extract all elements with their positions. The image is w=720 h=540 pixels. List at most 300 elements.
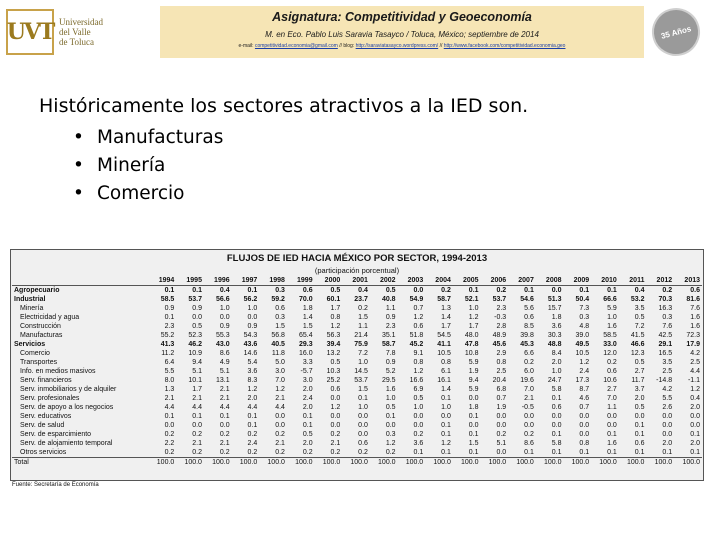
table-cell: 100.0 (176, 458, 204, 468)
table-cell: 1.6 (385, 386, 396, 393)
table-cell: 0.1 (468, 431, 479, 438)
year-header: 2013 (674, 276, 702, 286)
table-row (12, 358, 702, 367)
table-cell: 1.6 (690, 323, 700, 330)
slide-heading: Históricamente los sectores atractivos a la IED son. (39, 95, 529, 117)
row-label: Serv. financieros (20, 377, 72, 384)
table-cell: 2.0 (302, 404, 313, 411)
year-header: 1994 (149, 276, 177, 286)
table-cell: 5.1 (496, 440, 507, 447)
table-cell: 0.1 (607, 449, 617, 456)
table-row (12, 448, 702, 458)
table-cell: 0.2 (275, 449, 285, 456)
table-cell: 0.0 (579, 413, 590, 420)
table-cell: 81.6 (686, 296, 700, 303)
table-cell: 0.4 (358, 287, 368, 294)
table-cell: 0.1 (634, 431, 645, 438)
table-cell: 100.0 (370, 458, 398, 468)
table-cell: 0.3 (662, 314, 673, 321)
table-cell: 0.1 (468, 449, 479, 456)
table-cell: 0.0 (690, 413, 700, 420)
table-cell: 100.0 (259, 458, 287, 468)
table-cell: 0.9 (219, 323, 230, 330)
table-cell: 6.8 (496, 386, 507, 393)
table-cell: 0.4 (219, 287, 230, 294)
table-cell: 1.2 (579, 359, 590, 366)
table-cell: 1.1 (358, 323, 368, 330)
table-cell: 0.2 (496, 287, 507, 294)
year-header: 2002 (370, 276, 398, 286)
table-cell: 0.1 (468, 287, 479, 294)
table-cell: 1.1 (607, 404, 617, 411)
table-cell: 41.5 (630, 332, 645, 339)
table-cell: 4.8 (579, 323, 590, 330)
table-cell: 40.5 (271, 341, 285, 348)
table-cell: 0.0 (413, 413, 424, 420)
table-cell: 0.7 (496, 395, 507, 402)
table-cell: 0.1 (302, 422, 313, 429)
table-cell: 5.5 (662, 395, 673, 402)
table-cell: 0.0 (219, 422, 230, 429)
row-label: Info. en medios masivos (20, 368, 96, 375)
table-cell: 5.0 (275, 359, 285, 366)
table-cell: 17.9 (686, 341, 700, 348)
table-cell: 0.1 (690, 449, 700, 456)
table-cell: 53.2 (630, 296, 645, 303)
table-cell: 100.0 (398, 458, 426, 468)
table-cell: 21.4 (354, 332, 368, 339)
year-header: 1996 (204, 276, 232, 286)
table-cell: 0.5 (385, 287, 396, 294)
table-cell: 54.6 (520, 296, 534, 303)
table-cell: 9.4 (468, 377, 479, 384)
table-cell: 10.6 (603, 377, 617, 384)
table-cell: 43.6 (243, 341, 258, 348)
table-cell: 0.6 (330, 386, 341, 393)
row-label: Serv. de esparcimiento (20, 431, 92, 438)
table-cell: 1.0 (441, 404, 451, 411)
table-cell: 1.0 (468, 305, 479, 312)
year-header: 2001 (342, 276, 370, 286)
table-cell: 0.0 (192, 314, 202, 321)
table-cell: 0.5 (192, 323, 202, 330)
table-cell: 1.3 (164, 386, 175, 393)
table-cell: 100.0 (425, 458, 453, 468)
row-label: Construcción (20, 323, 61, 330)
table-cell: 0.1 (551, 395, 562, 402)
table-cell: 0.2 (358, 305, 368, 312)
table-cell: 29.3 (298, 341, 313, 348)
table-cell: 0.1 (164, 287, 175, 294)
table-cell: 43.0 (216, 341, 230, 348)
table-cell: 51.8 (409, 332, 424, 339)
table-cell: 3.7 (634, 386, 645, 393)
table-cell: 10.8 (464, 350, 479, 357)
table-cell: 17.3 (575, 377, 590, 384)
fdi-sector-table (12, 276, 702, 467)
table-cell: 0.1 (247, 413, 258, 420)
table-cell: 29.1 (658, 341, 673, 348)
course-title: Asignatura: Competitividad y Geoeconomía (272, 10, 532, 24)
table-cell: 1.0 (413, 404, 424, 411)
table-cell: 0.1 (247, 287, 258, 294)
table-cell: 49.5 (575, 341, 590, 348)
table-cell: 2.0 (247, 395, 258, 402)
table-cell: 10.9 (188, 350, 202, 357)
table-cell: 0.0 (662, 431, 673, 438)
table-cell: 39.8 (520, 332, 534, 339)
table-cell: 0.0 (634, 413, 645, 420)
table-cell: 39.4 (326, 341, 341, 348)
table-cell: 100.0 (619, 458, 647, 468)
table-cell: 11.2 (161, 350, 175, 357)
table-cell: 0.1 (551, 431, 562, 438)
anniversary-seal: 35 Años (647, 3, 706, 62)
table-cell: 0.6 (358, 440, 368, 447)
table-cell: 3.0 (302, 377, 313, 384)
table-cell: 4.2 (662, 386, 673, 393)
table-cell: 58.7 (437, 296, 451, 303)
table-cell: 0.0 (358, 422, 368, 429)
blog-link[interactable]: http://saraviatasayco.wordpress.com/ (355, 43, 439, 49)
table-row (12, 304, 702, 313)
year-header: 1995 (176, 276, 204, 286)
table-cell: 1.7 (441, 323, 451, 330)
table-cell: 1.2 (413, 368, 424, 375)
table-cell: 0.9 (247, 323, 258, 330)
table-cell: 56.6 (216, 296, 230, 303)
table-row (12, 349, 702, 358)
table-cell: 60.1 (326, 296, 341, 303)
table-cell: 4.9 (219, 359, 230, 366)
table-cell: 1.2 (468, 314, 479, 321)
table-cell: 100.0 (674, 458, 702, 468)
table-row (12, 331, 702, 340)
table-cell: 5.8 (551, 440, 562, 447)
table-cell: 42.5 (658, 332, 673, 339)
table-cell: 100.0 (232, 458, 260, 468)
table-cell: 0.1 (413, 449, 424, 456)
table-cell: 4.4 (164, 404, 175, 411)
year-header: 2009 (564, 276, 592, 286)
table-cell: 1.1 (385, 305, 396, 312)
table-cell: 100.0 (342, 458, 370, 468)
table-cell: 6.4 (164, 359, 175, 366)
table-row (12, 295, 702, 304)
table-cell: 10.5 (437, 350, 451, 357)
uvt-logo-mark: UVT (6, 9, 54, 55)
table-cell: 0.1 (164, 314, 175, 321)
bullet-item: • Comercio (73, 180, 223, 208)
table-cell: 0.5 (634, 359, 645, 366)
table-cell: 75.9 (354, 341, 368, 348)
table-cell: 29.5 (381, 377, 396, 384)
table-cell: 4.6 (579, 395, 590, 402)
facebook-link[interactable]: http://www.facebook.com/competitividad.economia.geo (443, 43, 566, 49)
table-cell: 8.6 (219, 350, 230, 357)
table-cell: 0.3 (385, 431, 396, 438)
table-cell: 2.0 (690, 440, 700, 447)
table-cell: 8.4 (551, 350, 562, 357)
year-header: 1998 (259, 276, 287, 286)
bullet-icon: • (73, 183, 84, 204)
table-cell: 2.8 (496, 323, 507, 330)
table-cell: 0.0 (275, 413, 285, 420)
email-link[interactable]: competitividad.economia@gmail.com (254, 43, 338, 49)
table-cell: 12.0 (603, 350, 617, 357)
table-cell: 56.2 (243, 296, 258, 303)
table-cell: 5.9 (607, 305, 617, 312)
table-cell: 0.6 (302, 287, 313, 294)
row-label: Serv. inmobiliarios y de alquiler (20, 386, 117, 393)
table-cell: 1.9 (468, 368, 479, 375)
row-label: Agropecuario (14, 287, 60, 294)
table-cell: 2.1 (219, 440, 230, 447)
table-cell: 0.5 (413, 395, 424, 402)
table-row (12, 403, 702, 412)
table-cell: 4.4 (219, 404, 230, 411)
table-cell: 70.0 (298, 296, 313, 303)
table-cell: 1.5 (275, 323, 285, 330)
table-cell: 0.0 (330, 395, 341, 402)
table-cell: 0.0 (247, 314, 258, 321)
year-header: 1999 (287, 276, 315, 286)
bullet-item: • Manufacturas (73, 124, 223, 152)
table-cell: 0.0 (524, 413, 534, 420)
table-cell: 58.7 (381, 341, 396, 348)
table-cell: 0.1 (607, 431, 617, 438)
table-cell: 45.3 (520, 341, 534, 348)
table-cell: 0.1 (219, 413, 230, 420)
table-cell: 0.2 (275, 431, 285, 438)
table-cell: 0.0 (496, 422, 507, 429)
table-cell: 2.1 (164, 395, 175, 402)
table-cell: 9.4 (192, 359, 202, 366)
table-cell: 53.7 (188, 296, 202, 303)
table-cell: 65.4 (298, 332, 313, 339)
table-cell: -0.5 (521, 404, 534, 411)
table-cell: 1.2 (330, 323, 341, 330)
table-cell: 7.0 (607, 395, 617, 402)
table-cell: 5.9 (468, 359, 479, 366)
table-cell: 52.1 (464, 296, 479, 303)
table-cell: 54.3 (243, 332, 258, 339)
table-cell: 58.5 (603, 332, 617, 339)
table-cell: 100.0 (287, 458, 315, 468)
table-cell: 41.1 (437, 341, 451, 348)
table-cell: 100.0 (591, 458, 619, 468)
table-cell: 13.1 (216, 377, 230, 384)
table-cell: 24.7 (547, 377, 562, 384)
table-cell: 47.8 (464, 341, 479, 348)
year-header: 2004 (425, 276, 453, 286)
table-cell: 11.8 (271, 350, 285, 357)
table-cell: 5.2 (385, 368, 396, 375)
table-cell: 3.0 (275, 368, 285, 375)
table-cell: 0.2 (330, 449, 341, 456)
table-cell: 2.4 (579, 368, 590, 375)
table-cell: -5.7 (300, 368, 313, 375)
table-cell: 3.6 (413, 440, 424, 447)
table-cell: 12.3 (630, 350, 645, 357)
table-cell: 0.6 (551, 404, 562, 411)
table-cell: 0.1 (468, 413, 479, 420)
table-cell: 70.3 (658, 296, 673, 303)
table-cell: 0.1 (634, 422, 645, 429)
table-cell: 0.0 (551, 287, 562, 294)
table-cell: 0.0 (662, 422, 673, 429)
table-row (12, 421, 702, 430)
table-cell: 0.1 (164, 413, 175, 420)
year-header: 2011 (619, 276, 647, 286)
table-cell: 0.0 (192, 422, 202, 429)
row-label: Minería (20, 305, 44, 312)
table-cell: 0.1 (302, 413, 313, 420)
table-cell: 6.1 (441, 368, 451, 375)
table-cell: 0.2 (496, 431, 507, 438)
table-cell: 1.8 (302, 305, 313, 312)
table-row (12, 286, 702, 296)
row-label: Comercio (20, 350, 50, 357)
table-cell: 0.0 (275, 422, 285, 429)
table-cell: 8.6 (524, 440, 534, 447)
table-cell: 1.2 (690, 386, 700, 393)
table-cell: 2.1 (192, 395, 202, 402)
table-subtitle: (participación porcentual) (314, 266, 400, 275)
table-row (12, 458, 702, 468)
table-cell: 39.0 (575, 332, 590, 339)
table-row (12, 376, 702, 385)
table-cell: -14.8 (656, 377, 673, 384)
table-cell: 0.8 (330, 314, 341, 321)
table-cell: 0.1 (192, 287, 202, 294)
table-cell: 0.0 (579, 422, 590, 429)
year-header: 1997 (232, 276, 260, 286)
table-row (12, 313, 702, 322)
table-cell: 11.7 (631, 377, 645, 384)
table-cell: 0.0 (330, 413, 341, 420)
table-cell: 0.2 (164, 431, 175, 438)
table-cell: 48.0 (464, 332, 479, 339)
table-cell: 0.2 (441, 287, 451, 294)
year-header: 2008 (536, 276, 564, 286)
table-cell: 0.0 (579, 431, 590, 438)
year-header: 2010 (591, 276, 619, 286)
table-cell: 0.0 (219, 314, 230, 321)
table-cell: -0.3 (494, 314, 507, 321)
table-cell: 0.0 (607, 413, 617, 420)
table-cell: 59.2 (271, 296, 285, 303)
table-cell: 2.3 (164, 323, 175, 330)
table-cell: 0.0 (662, 413, 673, 420)
table-cell: 3.5 (634, 305, 645, 312)
table-cell: 45.6 (492, 341, 507, 348)
table-cell: 7.3 (579, 305, 590, 312)
table-cell: 7.8 (385, 350, 396, 357)
table-cell: 14.6 (243, 350, 258, 357)
table-cell: 2.2 (164, 440, 175, 447)
table-cell: 16.5 (658, 350, 673, 357)
row-label: Serv. profesionales (20, 395, 80, 402)
row-label: Otros servicios (20, 449, 67, 456)
table-cell: 2.6 (662, 404, 673, 411)
table-cell: 100.0 (564, 458, 592, 468)
table-cell: 3.5 (662, 359, 673, 366)
table-cell: 10.5 (575, 350, 590, 357)
table-cell: 0.5 (302, 431, 313, 438)
table-cell: 51.3 (547, 296, 562, 303)
table-cell: 100.0 (646, 458, 674, 468)
table-cell: 53.7 (354, 377, 368, 384)
table-cell: 1.2 (385, 440, 396, 447)
table-title: FLUJOS DE IED HACIA MÉXICO POR SECTOR, 1994-2013 (226, 253, 488, 264)
table-row (12, 439, 702, 448)
table-cell: 4.4 (247, 404, 258, 411)
table-cell: 1.2 (275, 386, 285, 393)
table-cell: 1.2 (441, 440, 451, 447)
bullet-item: • Minería (73, 152, 223, 180)
table-cell: 1.5 (358, 386, 368, 393)
table-cell: 14.5 (354, 368, 368, 375)
table-cell: 2.3 (385, 323, 396, 330)
table-cell: 1.6 (607, 440, 617, 447)
table-cell: 0.6 (413, 323, 424, 330)
table-cell: 7.2 (358, 350, 368, 357)
table-cell: 0.0 (468, 395, 479, 402)
table-cell: 2.0 (551, 359, 562, 366)
table-cell: 0.1 (247, 422, 258, 429)
table-cell: 20.4 (492, 377, 507, 384)
year-header: 2005 (453, 276, 481, 286)
table-cell: 0.0 (690, 422, 700, 429)
table-cell: 16.3 (658, 305, 673, 312)
table-cell: 10.1 (188, 377, 202, 384)
table-cell: 1.5 (302, 323, 313, 330)
university-name: Universidad del Valle de Toluca (59, 17, 103, 47)
table-cell: 0.2 (524, 359, 534, 366)
table-cell: 0.2 (164, 449, 175, 456)
table-cell: 46.6 (630, 341, 645, 348)
table-cell: 0.0 (413, 422, 424, 429)
table-cell: 4.2 (690, 350, 700, 357)
table-body (12, 286, 702, 468)
table-cell: 0.6 (275, 305, 285, 312)
table-source: Fuente: Secretaría de Economía (12, 482, 99, 488)
year-header: 2012 (646, 276, 674, 286)
table-cell: 100.0 (204, 458, 232, 468)
table-cell: 55.2 (160, 332, 175, 339)
table-cell: 0.1 (192, 413, 202, 420)
table-cell: 0.8 (441, 359, 451, 366)
row-label: Industrial (14, 296, 46, 303)
table-cell: 0.2 (330, 431, 341, 438)
table-cell: 0.2 (607, 359, 617, 366)
table-cell: 6.9 (413, 386, 424, 393)
table-cell: 100.0 (508, 458, 536, 468)
table-cell: 0.0 (496, 449, 507, 456)
table-cell: 2.5 (496, 368, 507, 375)
table-cell: 1.2 (330, 404, 341, 411)
table-cell: 16.1 (437, 377, 451, 384)
table-cell: 1.0 (358, 404, 368, 411)
table-cell: 0.9 (385, 359, 396, 366)
university-logo (6, 8, 122, 56)
table-cell: 1.7 (330, 305, 341, 312)
table-cell: 6.6 (524, 350, 534, 357)
table-cell: 100.0 (453, 458, 481, 468)
table-cell: 1.8 (468, 404, 479, 411)
table-cell: 0.1 (579, 449, 590, 456)
